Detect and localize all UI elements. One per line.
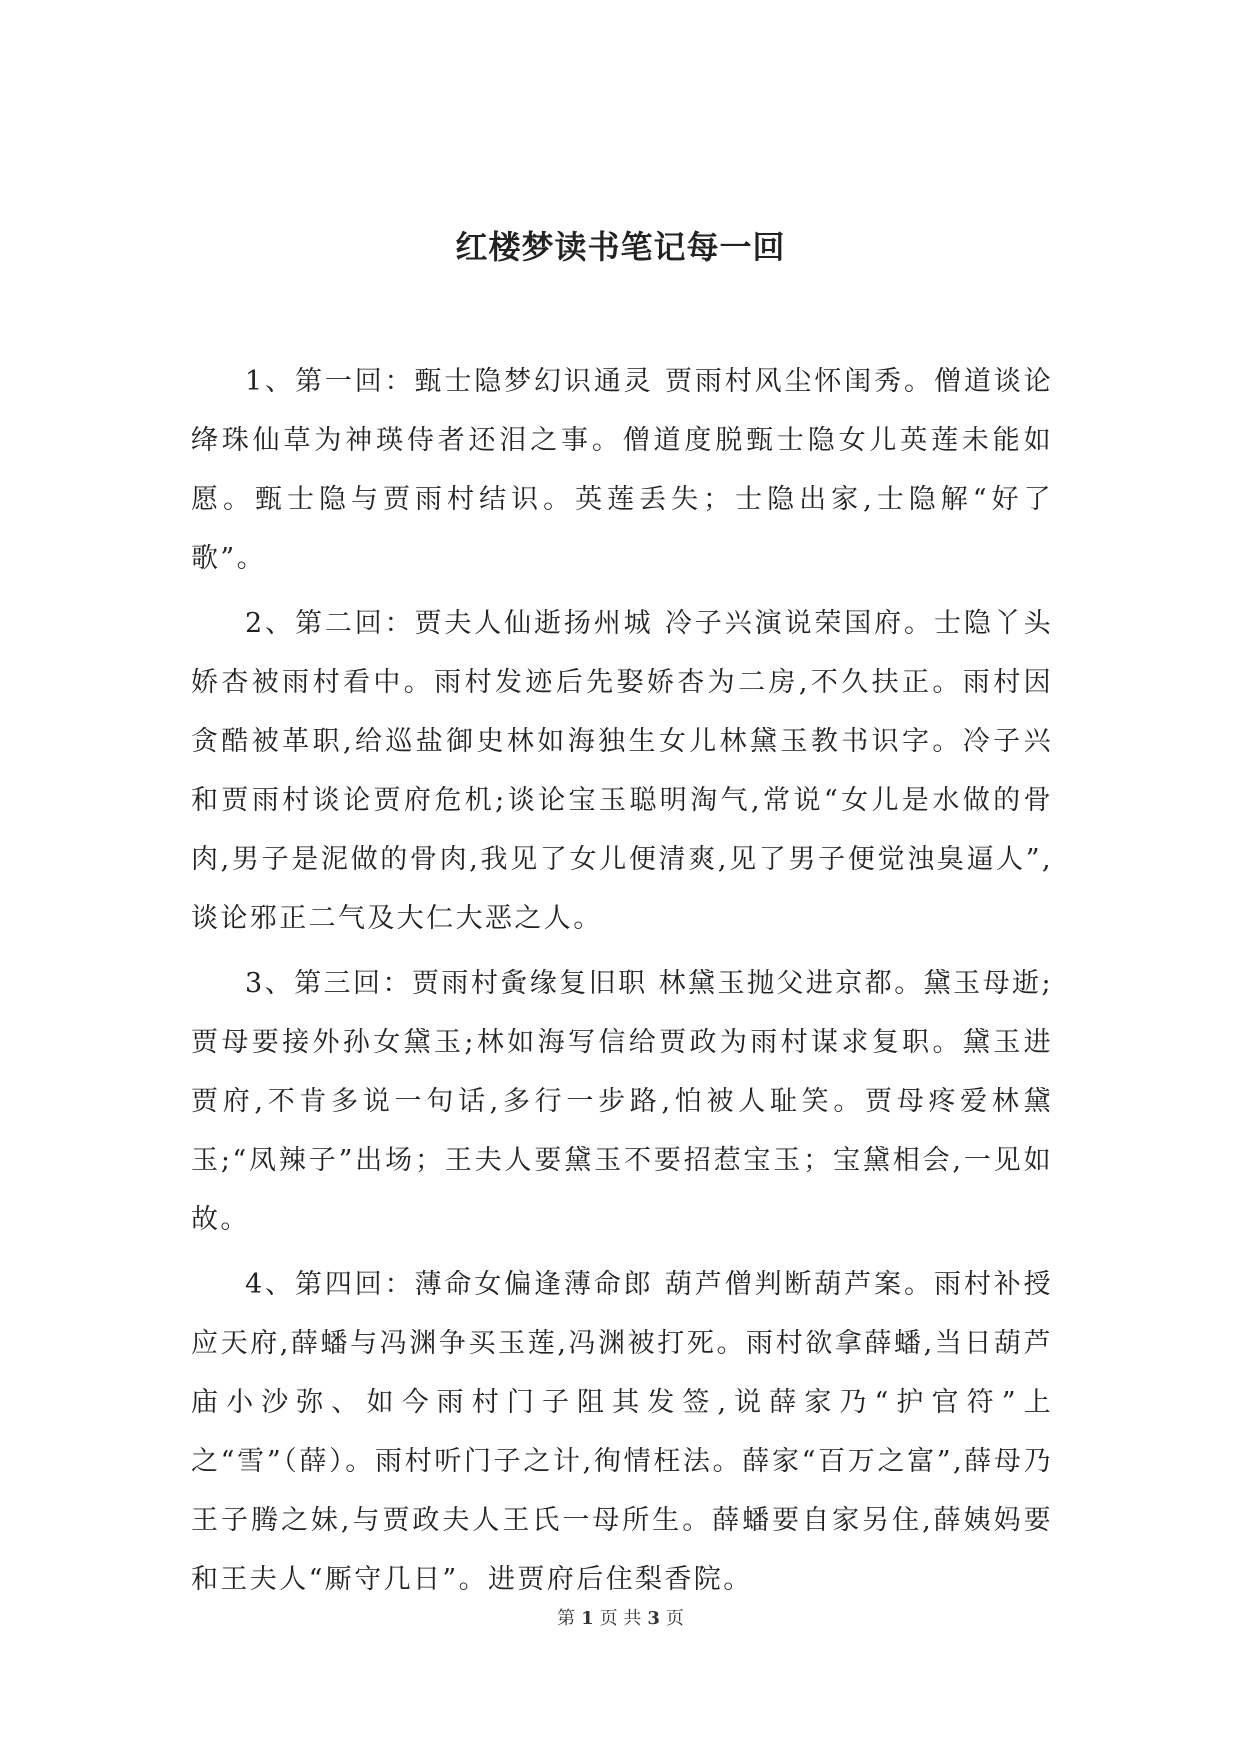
paragraph-2: 2、第二回：贾夫人仙逝扬州城 冷子兴演说荣国府。士隐丫头娇杏被雨村看中。雨村发迹后先娶娇杏为二房,不久扶正。雨村因贪酷被革职,给巡盐御史林如海独生女儿林黛玉教书识字。冷子兴和贾雨村谈论贾府危机;谈论宝玉聪明淘气,常说“女儿是水做的骨肉,男子是泥做的骨肉,我见了女儿便清爽,见了男子便觉浊臭逼人”,谈论邪正二气及大仁大恶之人。: [191, 608, 1053, 934]
paragraph-3: 3、第三回：贾雨村夤缘复旧职 林黛玉抛父进京都。黛玉母逝;贾母要接外孙女黛玉;林如海写信给贾政为雨村谋求复职。黛玉进贾府,不肯多说一句话,多行一步路,怕被人耻笑。贾母疼爱林黛玉;“凤辣子”出场；王夫人要黛玉不要招惹宝玉；宝黛相会,一见如故。: [191, 968, 1053, 1235]
footer-total-pages: 3: [647, 1608, 660, 1629]
paragraph-4: 4、第四回：薄命女偏逢薄命郎 葫芦僧判断葫芦案。雨村补授应天府,薛蟠与冯渊争买玉莲,冯渊被打死。雨村欲拿薛蟠,当日葫芦庙小沙弥、如今雨村门子阻其发签,说薛家乃“护官符”上之“雪”（薛）。雨村听门子之计,徇情枉法。薛家“百万之富”,薛母乃王子腾之妹,与贾政夫人王氏一母所生。薛蟠要自家另住,薛姨妈要和王夫人“厮守几日”。进贾府后住梨香院。: [191, 1269, 1053, 1595]
footer-page-number: 1: [581, 1608, 594, 1629]
footer-middle: 页 共: [599, 1608, 642, 1629]
footer-suffix: 页: [665, 1608, 684, 1629]
paragraph-1: 1、第一回：甄士隐梦幻识通灵 贾雨村风尘怀闺秀。僧道谈论绛珠仙草为神瑛侍者还泪之事。僧道度脱甄士隐女儿英莲未能如愿。甄士隐与贾雨村结识。英莲丢失；士隐出家,士隐解“好了歌”。: [191, 366, 1053, 574]
page-title: 红楼梦读书笔记每一回: [455, 228, 786, 266]
footer-prefix: 第: [557, 1608, 576, 1629]
page-footer: [0, 1604, 1241, 1630]
document-body: [191, 352, 1053, 1615]
